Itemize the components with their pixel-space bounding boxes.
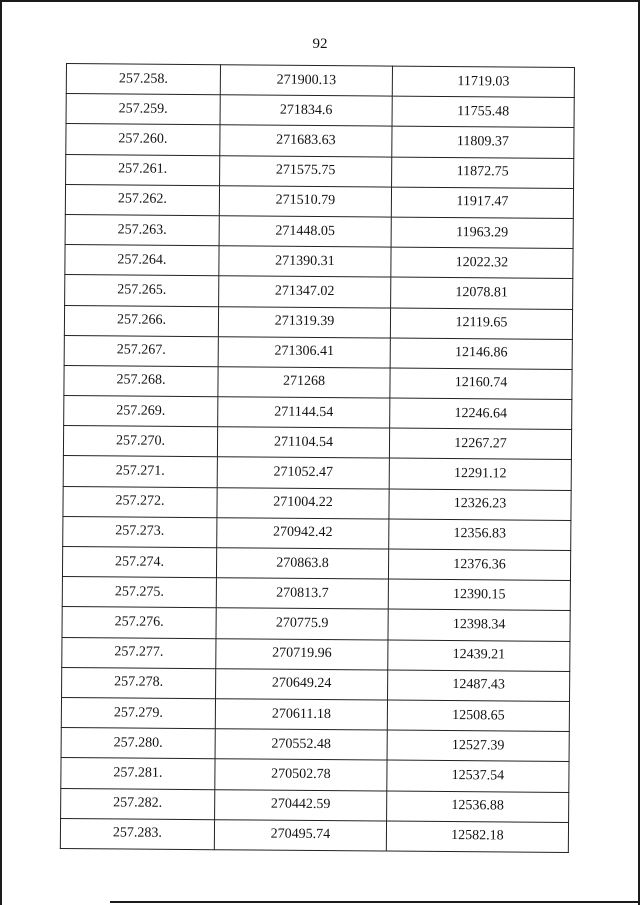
point-id-cell: 257.283. [60, 818, 214, 849]
x-coordinate-cell: 270942.42 [217, 518, 389, 550]
point-id-cell: 257.261. [66, 154, 220, 185]
coordinates-table-body [60, 64, 574, 853]
table-row [63, 486, 571, 520]
x-coordinate-cell: 271306.41 [218, 336, 390, 368]
y-coordinate-cell: 12246.64 [390, 398, 572, 430]
y-coordinate-cell: 12146.86 [390, 338, 572, 370]
point-id-cell: 257.268. [64, 365, 218, 396]
x-coordinate-cell: 271104.54 [217, 427, 389, 459]
x-coordinate-cell: 271575.75 [220, 155, 392, 187]
table-row [65, 245, 573, 279]
y-coordinate-cell: 12160.74 [390, 368, 572, 400]
table-row [66, 154, 574, 188]
point-id-cell: 257.280. [61, 728, 215, 759]
x-coordinate-cell: 271683.63 [220, 125, 392, 157]
y-coordinate-cell: 12527.39 [387, 730, 569, 762]
y-coordinate-cell: 12119.65 [390, 308, 572, 340]
y-coordinate-cell: 11755.48 [392, 96, 574, 128]
table-row [61, 758, 569, 792]
point-id-cell: 257.266. [64, 305, 218, 336]
point-id-cell: 257.276. [62, 607, 216, 638]
scan-border-bottom [110, 901, 640, 903]
point-id-cell: 257.263. [65, 214, 219, 245]
y-coordinate-cell: 12536.88 [387, 791, 569, 823]
x-coordinate-cell: 270495.74 [214, 819, 386, 851]
table-row [63, 516, 571, 550]
y-coordinate-cell: 11917.47 [391, 187, 573, 219]
y-coordinate-cell: 12267.27 [389, 428, 571, 460]
y-coordinate-cell: 11809.37 [392, 126, 574, 158]
table-row [64, 335, 572, 369]
coordinates-table-wrapper [60, 63, 574, 853]
x-coordinate-cell: 270442.59 [215, 789, 387, 821]
point-id-cell: 257.275. [62, 577, 216, 608]
x-coordinate-cell: 270611.18 [215, 699, 387, 731]
x-coordinate-cell: 270649.24 [216, 668, 388, 700]
point-id-cell: 257.269. [64, 396, 218, 427]
table-row [66, 124, 574, 158]
y-coordinate-cell: 11872.75 [392, 157, 574, 189]
table-row [65, 184, 573, 218]
table-row [60, 818, 568, 852]
table-row [62, 667, 570, 701]
x-coordinate-cell: 270775.9 [216, 608, 388, 640]
point-id-cell: 257.264. [65, 245, 219, 276]
x-coordinate-cell: 270813.7 [216, 578, 388, 610]
x-coordinate-cell: 271052.47 [217, 457, 389, 489]
point-id-cell: 257.262. [65, 184, 219, 215]
point-id-cell: 257.260. [66, 124, 220, 155]
table-row [62, 637, 570, 671]
point-id-cell: 257.282. [61, 788, 215, 819]
point-id-cell: 257.267. [64, 335, 218, 366]
point-id-cell: 257.259. [66, 94, 220, 125]
x-coordinate-cell: 271834.6 [220, 95, 392, 127]
table-row [61, 697, 569, 731]
table-row [64, 396, 572, 430]
table-row [62, 546, 570, 580]
coordinates-table [60, 63, 575, 853]
x-coordinate-cell: 271319.39 [218, 306, 390, 338]
y-coordinate-cell: 12582.18 [386, 821, 568, 853]
table-row [63, 426, 571, 460]
y-coordinate-cell: 12022.32 [391, 247, 573, 279]
y-coordinate-cell: 12439.21 [388, 640, 570, 672]
point-id-cell: 257.274. [62, 546, 216, 577]
x-coordinate-cell: 271900.13 [220, 65, 392, 97]
y-coordinate-cell: 12356.83 [389, 519, 571, 551]
y-coordinate-cell: 12376.36 [388, 549, 570, 581]
scan-border-left [0, 0, 2, 905]
y-coordinate-cell: 12398.34 [388, 609, 570, 641]
scan-border-top [0, 0, 640, 2]
x-coordinate-cell: 271004.22 [217, 487, 389, 519]
point-id-cell: 257.265. [65, 275, 219, 306]
x-coordinate-cell: 270863.8 [216, 548, 388, 580]
point-id-cell: 257.272. [63, 486, 217, 517]
x-coordinate-cell: 270552.48 [215, 729, 387, 761]
table-row [62, 607, 570, 641]
x-coordinate-cell: 270719.96 [216, 638, 388, 670]
table-row [65, 275, 573, 309]
table-row [62, 577, 570, 611]
x-coordinate-cell: 271510.79 [219, 185, 391, 217]
x-coordinate-cell: 271268 [218, 367, 390, 399]
point-id-cell: 257.279. [61, 697, 215, 728]
y-coordinate-cell: 12508.65 [387, 700, 569, 732]
y-coordinate-cell: 12078.81 [391, 277, 573, 309]
point-id-cell: 257.277. [62, 637, 216, 668]
y-coordinate-cell: 11719.03 [392, 66, 574, 98]
point-id-cell: 257.281. [61, 758, 215, 789]
y-coordinate-cell: 12487.43 [388, 670, 570, 702]
y-coordinate-cell: 12326.23 [389, 489, 571, 521]
x-coordinate-cell: 270502.78 [215, 759, 387, 791]
page-number: 92 [312, 36, 328, 52]
y-coordinate-cell: 12291.12 [389, 458, 571, 490]
table-row [63, 456, 571, 490]
x-coordinate-cell: 271448.05 [219, 216, 391, 248]
table-row [64, 305, 572, 339]
x-coordinate-cell: 271347.02 [219, 276, 391, 308]
table-row [66, 94, 574, 128]
table-row [66, 64, 574, 98]
y-coordinate-cell: 11963.29 [391, 217, 573, 249]
x-coordinate-cell: 271390.31 [219, 246, 391, 278]
table-row [65, 214, 573, 248]
point-id-cell: 257.273. [63, 516, 217, 547]
point-id-cell: 257.271. [63, 456, 217, 487]
y-coordinate-cell: 12537.54 [387, 760, 569, 792]
table-row [64, 365, 572, 399]
y-coordinate-cell: 12390.15 [388, 579, 570, 611]
point-id-cell: 257.270. [63, 426, 217, 457]
table-row [61, 788, 569, 822]
table-row [61, 728, 569, 762]
x-coordinate-cell: 271144.54 [218, 397, 390, 429]
point-id-cell: 257.278. [62, 667, 216, 698]
point-id-cell: 257.258. [66, 64, 220, 95]
